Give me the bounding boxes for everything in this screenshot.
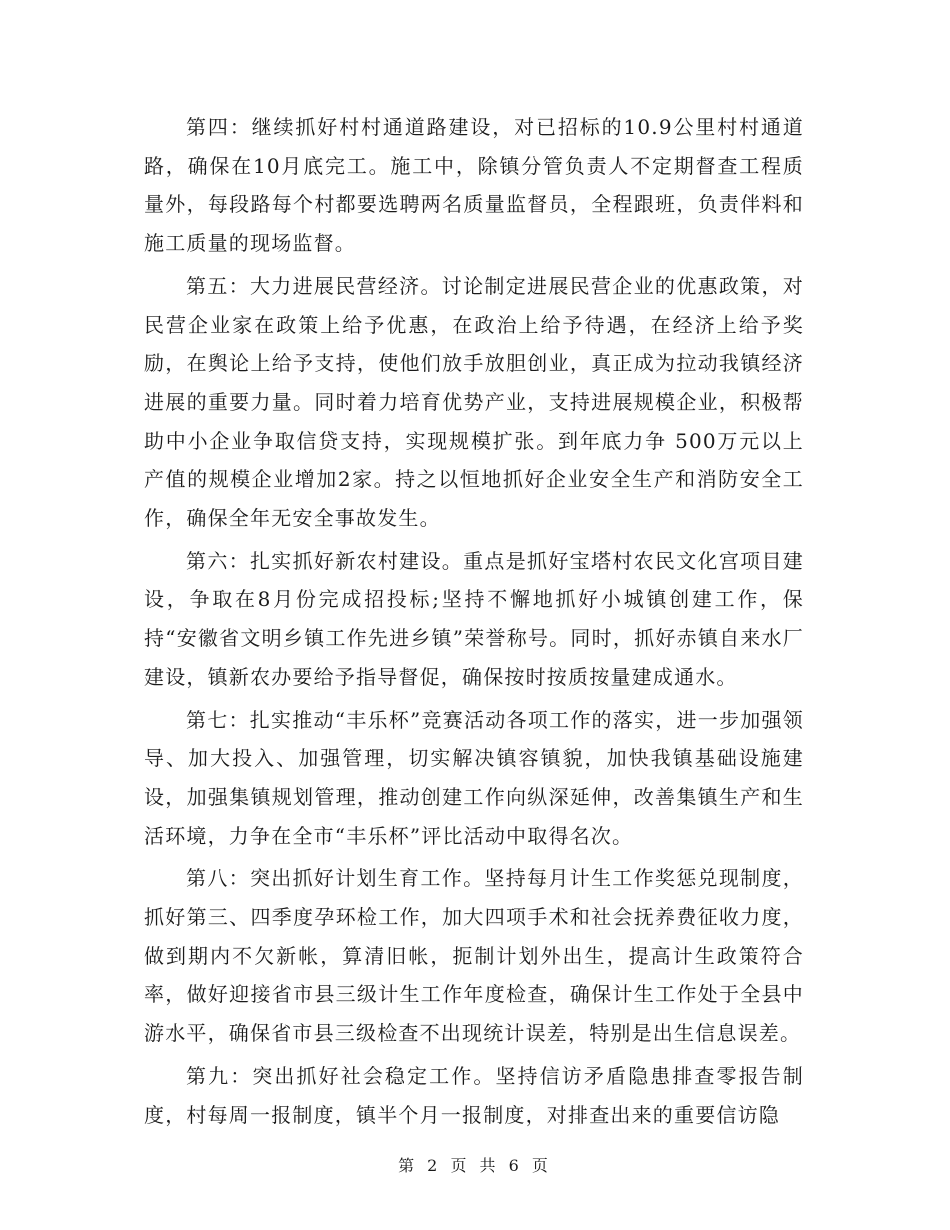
paragraph-item-6: 第六：扎实抓好新农村建设。重点是抓好宝塔村农民文化宫项目建设，争取在8月份完成招投标;坚持不懈地抓好小城镇创建工作，保持“安徽省文明乡镇工作先进乡镇”荣誉称号。同时，抓好赤镇自来水厂建设，镇新农办要给予指导督促，确保按时按质按量建成通水。 [144,548,804,689]
paragraph-item-5: 第五：大力进展民营经济。讨论制定进展民营企业的优惠政策，对民营企业家在政策上给予优惠，在政治上给予待遇，在经济上给予奖励，在舆论上给予支持，使他们放手放胆创业，真正成为拉动我镇经济进展的重要力量。同时着力培育优势产业，支持进展规模企业，积极帮助中小企业争取信贷支持，实现规模扩张。到年底力争 500万元以上产值的规模企业增加2家。持之以恒地抓好企业安全生产和消防安全工作，确保全年无安全事故发生。 [144,273,804,531]
document-body [144,108,804,1138]
page-number-footer: 第 2 页 共 6 页 [398,1156,552,1175]
paragraph-item-4: 第四：继续抓好村村通道路建设，对已招标的10.9公里村村通道路，确保在10月底完工。施工中，除镇分管负责人不定期督查工程质量外，每段路每个村都要选聘两名质量监督员，全程跟班，负责伴料和施工质量的现场监督。 [144,115,804,256]
paragraph-item-7: 第七：扎实推动“丰乐杯”竞赛活动各项工作的落实，进一步加强领导、加大投入、加强管理，切实解决镇容镇貌，加快我镇基础设施建设，加强集镇规划管理，推动创建工作向纵深延伸，改善集镇生产和生活环境，力争在全市“丰乐杯”评比活动中取得名次。 [144,707,804,848]
paragraph-item-9: 第九：突出抓好社会稳定工作。坚持信访矛盾隐患排查零报告制度，村每周一报制度，镇半个月一报制度，对排查出来的重要信访隐 [144,1063,804,1127]
paragraph-item-8: 第八：突出抓好计划生育工作。坚持每月计生工作奖惩兑现制度，抓好第三、四季度孕环检工作，加大四项手术和社会抚养费征收力度，做到期内不欠新帐，算清旧帐，扼制计划外出生，提高计生政策符合率，做好迎接省市县三级计生工作年度检查，确保计生工作处于全县中游水平，确保省市县三级检查不出现统计误差，特别是出生信息误差。 [144,866,804,1046]
